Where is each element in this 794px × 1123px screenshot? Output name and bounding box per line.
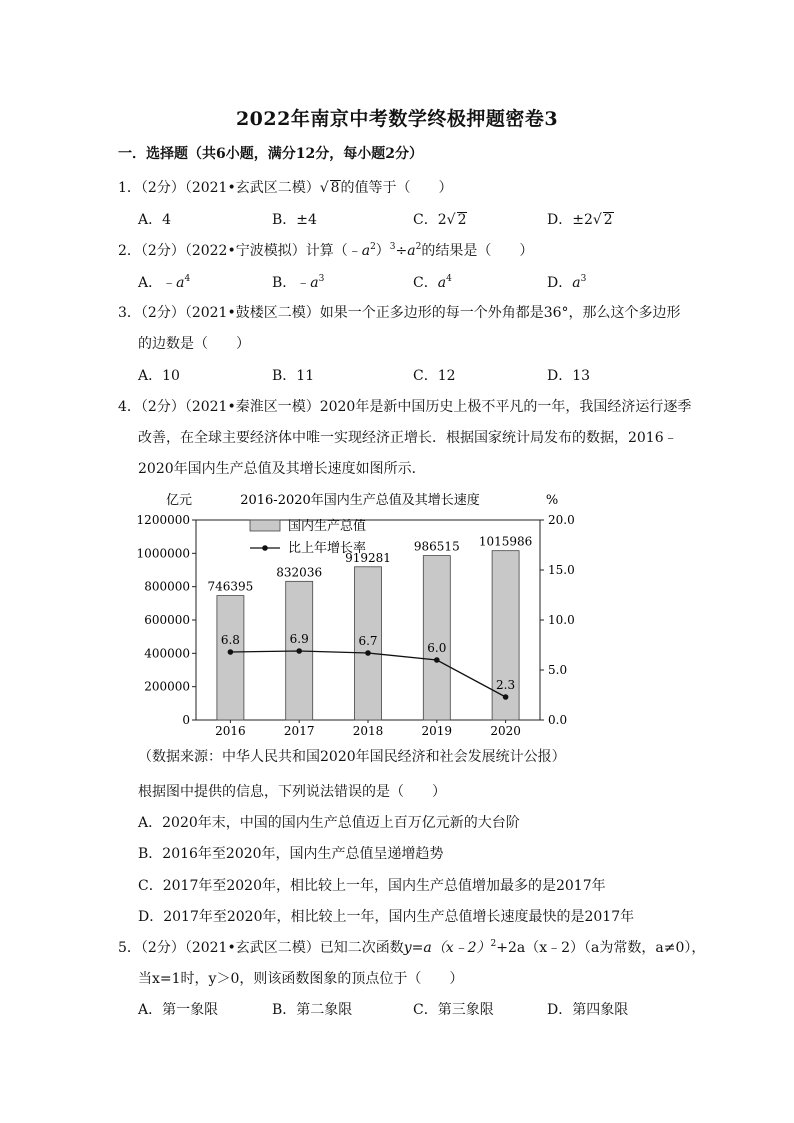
right-tick-label: 0.0 xyxy=(548,713,568,727)
q3-stem-line2: 的边数是（ ） xyxy=(138,336,250,352)
growth-rate-label: 6.8 xyxy=(220,633,240,647)
q4-stem-line2: 改善，在全球主要经济体中唯一实现经济正增长．根据国家统计局发布的数据，2016﹣ xyxy=(138,430,678,446)
growth-rate-point xyxy=(365,650,371,656)
gdp-bar xyxy=(217,596,244,720)
right-tick-label: 10.0 xyxy=(548,613,575,627)
q5-option-b[interactable]: B．第二象限 xyxy=(272,1002,353,1018)
right-tick-label: 5.0 xyxy=(548,663,568,677)
q1-stem: 1．（2分）（2021•玄武区二模）√ 8的值等于（ ） xyxy=(118,180,453,196)
left-tick-label: 600000 xyxy=(144,613,190,627)
q4-stem-line1: 4．（2分）（2021•秦淮区一模）2020年是新中国历史上极不平凡的一年，我国经济运行逐季 xyxy=(118,399,692,415)
gdp-chart xyxy=(130,488,590,738)
chart-legend xyxy=(250,518,366,556)
legend-bar-label: 国内生产总值 xyxy=(288,519,367,534)
q3-option-a[interactable]: A．10 xyxy=(138,368,180,384)
left-tick-label: 1200000 xyxy=(136,513,190,527)
q4-option-d[interactable]: D．2017年至2020年，相比较上一年，国内生产总值增长速度最快的是2017年 xyxy=(138,909,635,925)
q1-option-d[interactable]: D．±2√ 2 xyxy=(547,212,613,228)
bar-value-label: 832036 xyxy=(276,565,323,580)
q2-stem: 2．（2分）（2022•宁波模拟）计算$(﹣a^2)^3\div a^2$的结果是（ ） xyxy=(118,242,534,259)
q2-option-a[interactable]: A．$﹣a^4$ xyxy=(138,274,191,291)
growth-rate-label: 6.9 xyxy=(289,632,309,646)
growth-rate-label: 6.7 xyxy=(358,634,378,648)
q4-option-c[interactable]: C．2017年至2020年，相比较上一年，国内生产总值增加最多的是2017年 xyxy=(138,878,606,894)
q3-option-c[interactable]: C．12 xyxy=(413,368,456,384)
growth-rate-point xyxy=(228,649,234,655)
x-tick-label: 2017 xyxy=(283,724,315,738)
bar-value-label: 919281 xyxy=(345,550,391,565)
chart-bars xyxy=(207,535,532,720)
x-tick-label: 2018 xyxy=(352,724,384,738)
chart-right-unit: % xyxy=(545,493,559,508)
bar-value-label: 1015986 xyxy=(478,534,533,549)
q5-stem-line2: 当x=1时，y＞0，则该函数图象的顶点位于（ ） xyxy=(138,971,464,987)
x-tick-label: 2019 xyxy=(421,724,453,738)
q1-option-b[interactable]: B．±4 xyxy=(272,212,317,228)
left-tick-label: 800000 xyxy=(144,579,190,594)
q5-option-c[interactable]: C．第三象限 xyxy=(413,1002,494,1018)
q4-option-a[interactable]: A．2020年末，中国的国内生产总值迈上百万亿元新的大台阶 xyxy=(138,815,520,831)
chart-title: 2016-2020年国内生产总值及其增长速度 xyxy=(240,493,480,508)
q4-question: 根据图中提供的信息，下列说法错误的是（ ） xyxy=(138,784,446,800)
q4-stem-line3: 2020年国内生产总值及其增长速度如图所示． xyxy=(138,461,426,477)
q2-option-d[interactable]: D．$a^3$ xyxy=(547,274,587,291)
legend-bar-swatch xyxy=(250,520,280,531)
q4-option-b[interactable]: B．2016年至2020年，国内生产总值呈递增趋势 xyxy=(138,846,444,862)
legend-line-marker xyxy=(262,545,268,551)
q1-radicand: 8 xyxy=(330,180,340,196)
sqrt-icon: √ xyxy=(319,180,329,196)
left-tick-label: 1000000 xyxy=(136,546,190,561)
x-tick-label: 2016 xyxy=(215,724,246,738)
sqrt-icon: √ xyxy=(446,212,456,228)
growth-rate-label: 6.0 xyxy=(427,641,447,655)
right-tick-label: 20.0 xyxy=(548,513,575,527)
left-tick-label: 400000 xyxy=(144,646,190,661)
q3-stem-line1: 3．（2分）（2021•鼓楼区二模）如果一个正多边形的每一个外角都是36°，那么这个多边形 xyxy=(118,305,681,321)
q3-option-d[interactable]: D．13 xyxy=(547,368,591,384)
q4-data-source: （数据来源：中华人民共和国2020年国民经济和社会发展统计公报） xyxy=(138,749,566,765)
q2-option-c[interactable]: C．$a^4$ xyxy=(413,274,452,291)
sqrt-icon: √ xyxy=(592,212,602,228)
q5-option-d[interactable]: D．第四象限 xyxy=(547,1002,629,1018)
q2-option-b[interactable]: B．$﹣a^3$ xyxy=(272,274,325,291)
left-tick-label: 200000 xyxy=(144,679,190,694)
q5-option-a[interactable]: A．第一象限 xyxy=(138,1002,219,1018)
section-heading: 一．选择题（共6小题，满分12分，每小题2分） xyxy=(118,146,423,162)
page-title: 2022年南京中考数学终极押题密卷3 xyxy=(235,108,559,130)
bar-value-label: 986515 xyxy=(413,539,460,554)
q3-option-b[interactable]: B．11 xyxy=(272,368,315,384)
q1-option-c[interactable]: C．2√ 2 xyxy=(413,212,467,228)
left-tick-label: 0 xyxy=(182,713,190,727)
x-tick-label: 2020 xyxy=(490,724,521,738)
chart-left-unit: 亿元 xyxy=(166,493,193,508)
legend-line-label: 比上年增长率 xyxy=(288,541,367,556)
bar-value-label: 746395 xyxy=(207,579,254,594)
right-tick-label: 15.0 xyxy=(548,563,575,577)
q5-stem-line1: 5．（2分）（2021•玄武区二模）已知二次函数y=a（x﹣2）$^2$+2a（x﹣2）（a为常数，a≠0）， xyxy=(118,939,706,956)
growth-rate-point xyxy=(503,694,509,700)
growth-rate-point xyxy=(434,657,440,663)
growth-rate-label: 2.3 xyxy=(496,678,516,692)
q1-option-a[interactable]: A．4 xyxy=(138,212,172,228)
gdp-bar xyxy=(423,556,450,720)
growth-rate-point xyxy=(296,648,302,654)
